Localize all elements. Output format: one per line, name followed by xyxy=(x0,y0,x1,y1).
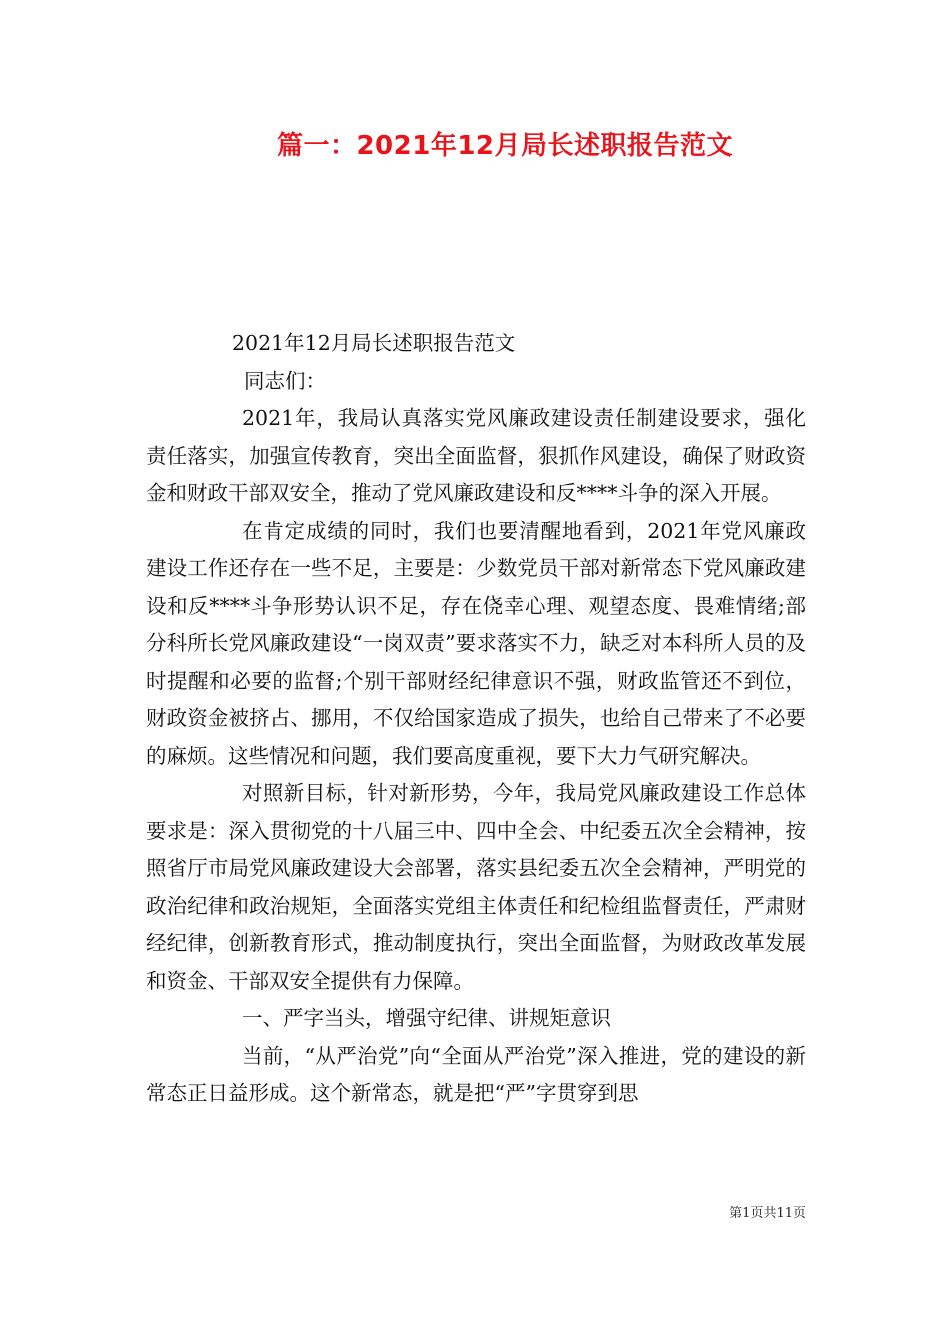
page-number: 第1页共11页 xyxy=(729,1206,806,1221)
document-body xyxy=(146,325,806,1113)
document-title: 篇一：2021年12月局长述职报告范文 xyxy=(276,131,734,161)
paragraph-requirements: 对照新目标，针对新形势，今年，我局党风廉政建设工作总体要求是：深入贯彻党的十八届三中、四中全会、中纪委五次全会精神，按照省厅市局党风廉政建设大会部署，落实县纪委五次全会精神，严明党的政治纪律和政治规矩，全面落实党组主体责任和纪检组监督责任，严肃财经纪律，创新教育形式，推动制度执行，突出全面监督，为财政改革发展和资金、干部双安全提供有力保障。 xyxy=(146,781,806,993)
paragraph-strict-governance: 当前，“从严治党”向“全面从严治党”深入推进，党的建设的新常态正日益形成。这个新常态，就是把“严”字贯穿到思 xyxy=(146,1043,806,1105)
paragraph-achievements: 2021年，我局认真落实党风廉政建设责任制建设要求，强化责任落实，加强宣传教育，突出全面监督，狠抓作风建设，确保了财政资金和财政干部双安全，推动了党风廉政建设和反****斗争的深入开展。 xyxy=(146,406,806,505)
section-heading: 一、严字当头，增强守纪律、讲规矩意识 xyxy=(242,1006,611,1030)
salutation: 同志们： xyxy=(244,368,326,393)
report-heading: 2021年12月局长述职报告范文 xyxy=(232,331,516,355)
paragraph-shortcomings: 在肯定成绩的同时，我们也要清醒地看到，2021年党风廉政建设工作还存在一些不足，主要是：少数党员干部对新常态下党风廉政建设和反****斗争形势认识不足，存在侥幸心理、观望态度、畏难情绪;部分科所长党风廉政建设“一岗双责”要求落实不力，缺乏对本科所人员的及时提醒和必要的监督;个别干部财经纪律意识不强，财政监管还不到位，财政资金被挤占、挪用，不仅给国家造成了损失，也给自己带来了不必要的麻烦。这些情况和问题，我们要高度重视，要下大力气研究解决。 xyxy=(146,518,806,768)
